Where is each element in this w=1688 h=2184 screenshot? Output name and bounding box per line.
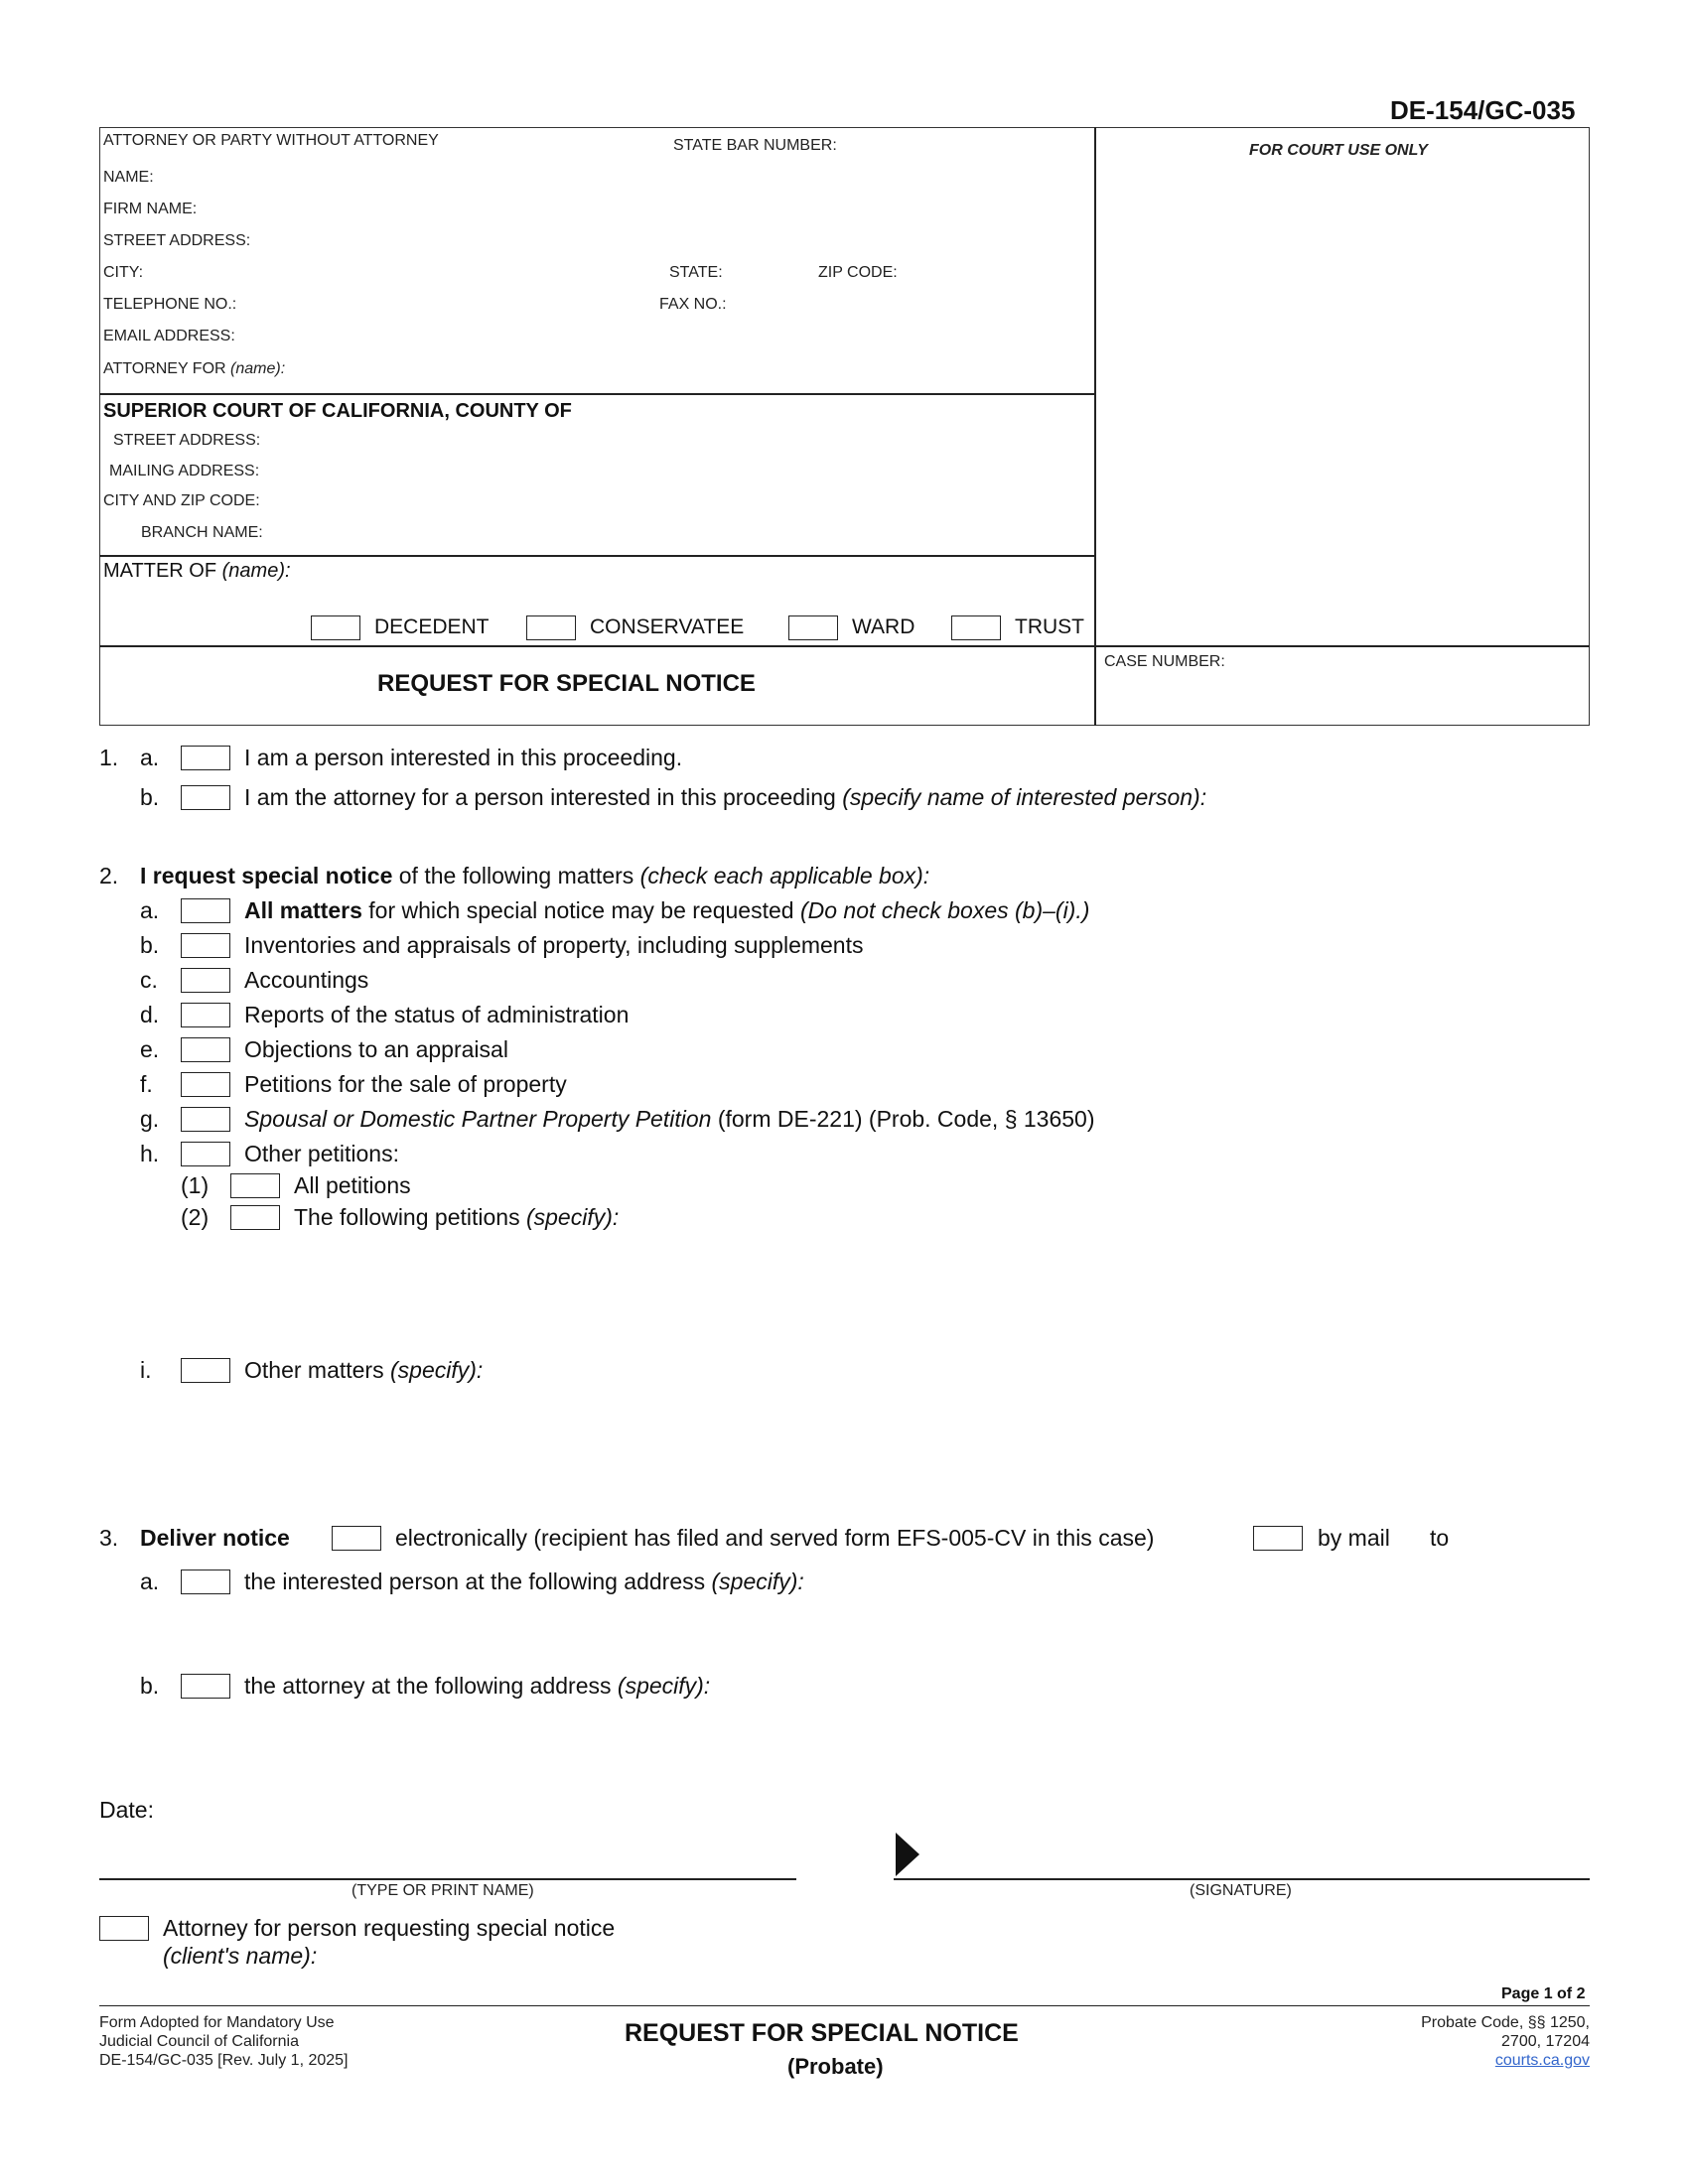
footer-code1: Probate Code, §§ 1250, [1421,2014,1590,2031]
item2g-letter: g. [140,1106,160,1132]
court-mailing-label: MAILING ADDRESS: [109,463,260,479]
item2g-text: Spousal or Domestic Partner Property Petition (form DE-221) (Prob. Code, § 13650) [244,1106,1095,1132]
item2c-letter: c. [140,967,158,993]
item2e-checkbox[interactable] [181,1037,230,1062]
client-name-label: (client's name): [163,1943,318,1969]
item2d-text: Reports of the status of administration [244,1002,630,1027]
item2c-text: Accountings [244,967,369,993]
footer-code2: 2700, 17204 [1501,2033,1590,2050]
courts-link[interactable]: courts.ca.gov [1494,2052,1590,2069]
footer-rule [99,2005,1590,2006]
form-id: DE-154/GC-035 [1390,95,1576,125]
item3-number: 3. [99,1525,119,1551]
item1a-text: I am a person interested in this proceeding. [244,745,683,770]
signature-line[interactable] [894,1878,1590,1880]
item1a-letter: a. [140,745,160,770]
court-title: SUPERIOR COURT OF CALIFORNIA, COUNTY OF [103,400,572,422]
city-label: CITY: [103,264,144,281]
item1b-letter: b. [140,784,160,810]
item2h2-number: (2) [181,1204,210,1230]
signature-arrow-icon [894,1833,919,1876]
attorney-title: ATTORNEY OR PARTY WITHOUT ATTORNEY [103,132,439,149]
date-label: Date: [99,1797,154,1823]
court-use-label: FOR COURT USE ONLY [1249,142,1428,159]
footer-title: REQUEST FOR SPECIAL NOTICE [625,2019,1019,2047]
item2f-letter: f. [140,1071,153,1097]
header-form-title: REQUEST FOR SPECIAL NOTICE [377,670,756,697]
trust-checkbox[interactable] [951,615,1001,640]
divider-attorney-court [99,393,1094,395]
item2e-letter: e. [140,1036,160,1062]
footer-subtitle: (Probate) [787,2054,884,2079]
case-number-label: CASE NUMBER: [1104,653,1225,670]
item2h1-number: (1) [181,1172,210,1198]
page-number: Page 1 of 2 [1501,1985,1586,2002]
item2f-checkbox[interactable] [181,1072,230,1097]
item2f-text: Petitions for the sale of property [244,1071,567,1097]
item2i-letter: i. [140,1357,152,1383]
street-label: STREET ADDRESS: [103,232,251,249]
item1b-checkbox[interactable] [181,785,230,810]
header-vertical-divider [1094,127,1096,726]
item2e-text: Objections to an appraisal [244,1036,508,1062]
item1b-text: I am the attorney for a person interested in this proceeding (specify name of interested person): [244,784,1207,810]
item2a-checkbox[interactable] [181,898,230,923]
decedent-label: DECEDENT [374,615,490,638]
item2h-checkbox[interactable] [181,1142,230,1166]
item3a-letter: a. [140,1569,160,1594]
item3b-letter: b. [140,1673,160,1699]
to-label: to [1430,1525,1450,1551]
item2h2-checkbox[interactable] [230,1205,280,1230]
item2h1-text: All petitions [294,1172,411,1198]
item2-number: 2. [99,863,119,888]
item3b-checkbox[interactable] [181,1674,230,1699]
item2d-checkbox[interactable] [181,1003,230,1027]
item2i-text: Other matters (specify): [244,1357,484,1383]
trust-label: TRUST [1015,615,1084,638]
item2b-text: Inventories and appraisals of property, including supplements [244,932,864,958]
divider-title-row [99,645,1590,647]
attorney-for-label: ATTORNEY FOR (name): [103,360,286,377]
state-label: STATE: [669,264,723,281]
firm-label: FIRM NAME: [103,201,198,217]
attorney-requesting-checkbox[interactable] [99,1916,149,1941]
item2a-text: All matters for which special notice may be requested (Do not check boxes (b)–(i).) [244,897,1090,923]
signature-caption: (SIGNATURE) [1190,1882,1292,1899]
item2h-letter: h. [140,1141,160,1166]
mail-label: by mail [1318,1525,1390,1551]
item3a-text: the interested person at the following address (specify): [244,1569,804,1594]
telephone-label: TELEPHONE NO.: [103,296,237,313]
item2h-text: Other petitions: [244,1141,399,1166]
item3-lead: Deliver notice [140,1525,290,1551]
name-line[interactable] [99,1878,796,1880]
court-branch-label: BRANCH NAME: [141,524,263,541]
attorney-requesting-text: Attorney for person requesting special notice [163,1915,616,1941]
decedent-checkbox[interactable] [311,615,360,640]
electronic-label: electronically (recipient has filed and served form EFS-005-CV in this case) [395,1525,1155,1551]
item2i-checkbox[interactable] [181,1358,230,1383]
item2a-letter: a. [140,897,160,923]
court-street-label: STREET ADDRESS: [113,432,261,449]
item2-lead: I request special notice of the following matters (check each applicable box): [140,863,930,888]
footer-rev: DE-154/GC-035 [Rev. July 1, 2025] [99,2052,349,2069]
footer-adopted: Form Adopted for Mandatory Use [99,2014,335,2031]
court-city-label: CITY AND ZIP CODE: [103,492,260,509]
item3b-text: the attorney at the following address (specify): [244,1673,711,1699]
ward-checkbox[interactable] [788,615,838,640]
electronic-checkbox[interactable] [332,1526,381,1551]
zip-label: ZIP CODE: [818,264,898,281]
item2b-checkbox[interactable] [181,933,230,958]
divider-court-matter [99,555,1094,557]
name-label: NAME: [103,169,154,186]
footer-council: Judicial Council of California [99,2033,299,2050]
email-label: EMAIL ADDRESS: [103,328,235,344]
mail-checkbox[interactable] [1253,1526,1303,1551]
conservatee-checkbox[interactable] [526,615,576,640]
item3a-checkbox[interactable] [181,1570,230,1594]
type-name-caption: (TYPE OR PRINT NAME) [352,1882,534,1899]
conservatee-label: CONSERVATEE [590,615,745,638]
item1a-checkbox[interactable] [181,746,230,770]
ward-label: WARD [852,615,915,638]
fax-label: FAX NO.: [659,296,727,313]
item2d-letter: d. [140,1002,160,1027]
item2h2-text: The following petitions (specify): [294,1204,620,1230]
item2b-letter: b. [140,932,160,958]
item2c-checkbox[interactable] [181,968,230,993]
state-bar-label: STATE BAR NUMBER: [673,137,837,154]
item2g-checkbox[interactable] [181,1107,230,1132]
item2h1-checkbox[interactable] [230,1173,280,1198]
matter-of-label: MATTER OF (name): [103,560,291,582]
item1-number: 1. [99,745,119,770]
